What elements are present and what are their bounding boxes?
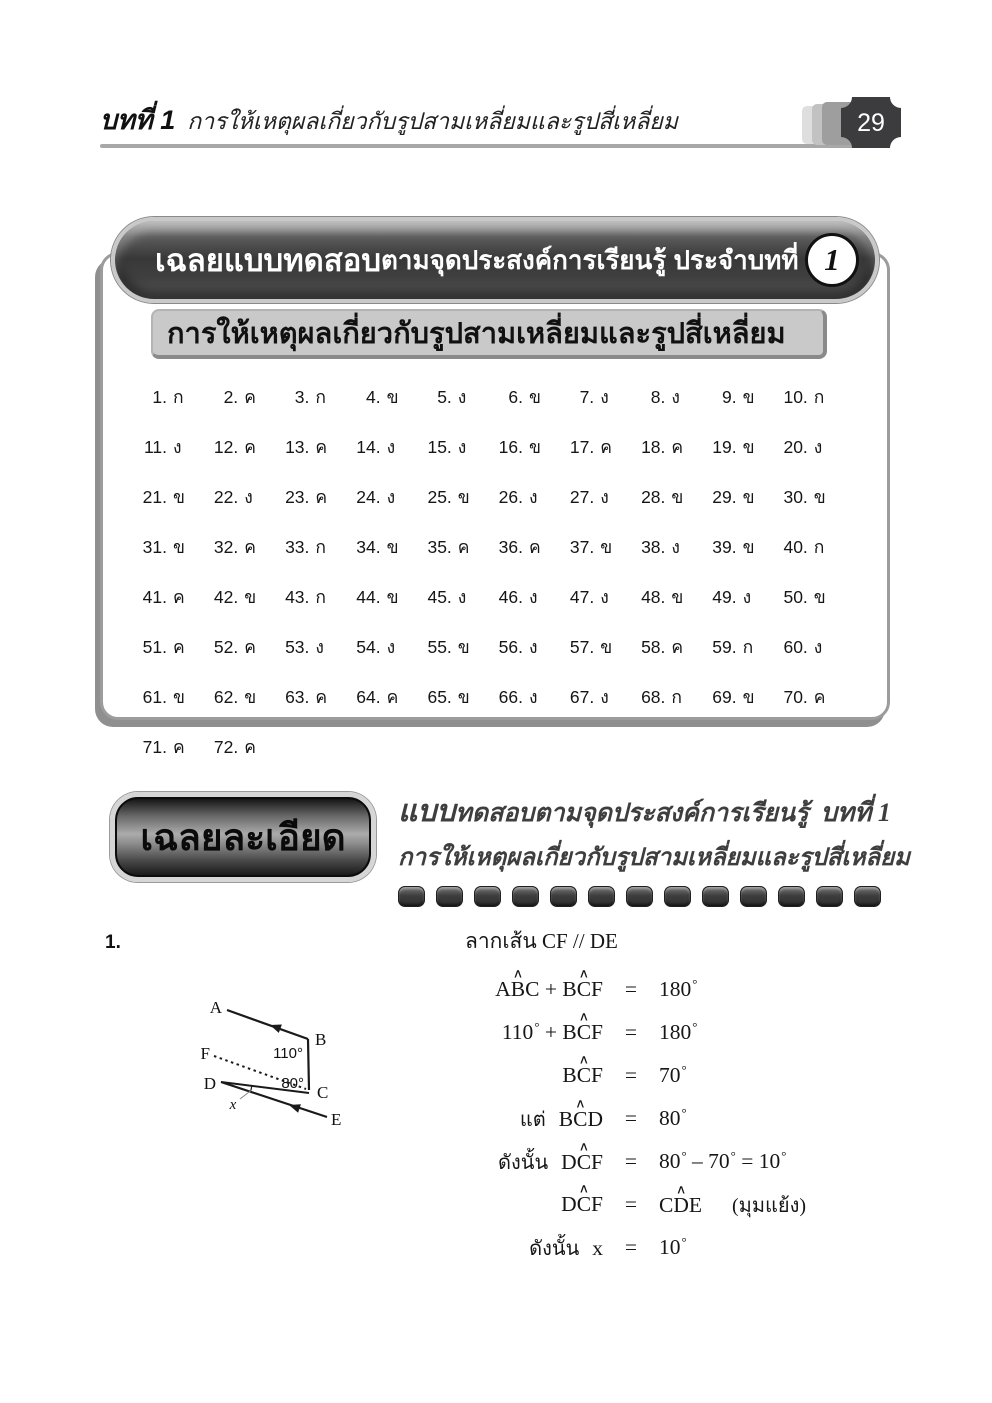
answer-key-title-small: ตามจุดประสงค์การเรียนรู้ ประจำบทที่ — [381, 244, 799, 275]
page-badge-icon — [800, 96, 904, 150]
answer-cell: 39. ข — [712, 537, 755, 557]
answer-cell: 13. ค — [285, 437, 328, 457]
chapter-number-circle — [805, 233, 859, 287]
answer-cell: 66. ง — [498, 687, 538, 707]
equation-lhs: A∧ BC + B∧ CF — [495, 977, 603, 1002]
answer-cell: 69. ข — [712, 687, 755, 707]
answer-cell: 42. ข — [213, 587, 257, 607]
bead-icon — [398, 886, 425, 907]
answer-cell: 49. ง — [712, 587, 752, 607]
equation-prefix: ดังนั้น — [529, 1237, 580, 1260]
chapter-label: บทที่ 1 — [100, 105, 176, 135]
bead-icon — [702, 886, 729, 907]
arrowhead-icon — [270, 1025, 282, 1033]
answer-cell: 59. ก — [712, 637, 754, 657]
problem-1 — [0, 928, 992, 1288]
angle-80-label: 80° — [281, 1075, 304, 1092]
answer-cell: 54. ง — [356, 637, 396, 657]
answer-cell: 72. ค — [213, 737, 256, 757]
equation-row — [465, 1011, 935, 1054]
answer-cell: 37. ข — [569, 537, 613, 557]
equation-lhs: D∧ CF — [561, 1192, 603, 1217]
bead-icon — [512, 886, 539, 907]
answer-cell: 4. ข — [365, 387, 399, 407]
answer-cell: 19. ข — [712, 437, 755, 457]
equation-rhs: 70° — [659, 1063, 687, 1087]
answer-cell: 60. ง — [783, 637, 823, 657]
label-leader-line — [240, 1091, 251, 1100]
answer-cell: 25. ข — [427, 487, 470, 507]
figure-label-f: F — [200, 1044, 210, 1063]
answer-cell: 11. ง — [143, 437, 182, 457]
answer-cell: 18. ค — [641, 437, 684, 457]
equation-row — [465, 1140, 935, 1183]
answer-key-title-big: เฉลยแบบทดสอบ — [155, 243, 381, 278]
equals-sign: = — [624, 1149, 638, 1173]
answer-cell: 29. ข — [712, 487, 755, 507]
solution-intro: ลากเส้น CF // DE — [465, 929, 618, 953]
answer-cell: 52. ค — [213, 637, 256, 657]
answer-cell: 8. ง — [650, 387, 680, 407]
answer-cell: 61. ข — [142, 687, 185, 707]
answer-cell: 35. ค — [427, 537, 470, 557]
answer-cell: 21. ข — [142, 487, 185, 507]
equation-row — [465, 1054, 935, 1097]
bead-icon — [436, 886, 463, 907]
answer-cell: 58. ค — [641, 637, 684, 657]
answer-cell: 22. ง — [213, 487, 253, 507]
detail-heading-rest: ทดสอบตามจุดประสงค์การเรียนรู้ — [455, 799, 809, 827]
equation-rhs: 180° — [659, 1020, 698, 1044]
answer-cell: 57. ข — [569, 637, 613, 657]
header-rule — [100, 144, 872, 148]
answer-cell: 30. ข — [783, 487, 826, 507]
answer-cell: 14. ง — [356, 437, 396, 457]
answer-cell: 3. ก — [294, 387, 326, 407]
answer-cell: 43. ก — [285, 587, 326, 607]
answer-cell: 10. ก — [783, 387, 825, 407]
answer-cell: 62. ข — [213, 687, 257, 707]
figure-label-d: D — [203, 1074, 216, 1093]
detail-heading-line2: การให้เหตุผลเกี่ยวกับรูปสามเหลี่ยมและรูปสี่เหลี่ยม — [398, 844, 910, 871]
answer-cell: 7. ง — [579, 387, 609, 407]
equation-row — [465, 1097, 935, 1140]
answer-cell: 23. ค — [285, 487, 328, 507]
bead-icon — [854, 886, 881, 907]
answer-key-title-pill — [111, 217, 879, 303]
answer-cell: 33. ก — [285, 537, 326, 557]
answer-cell: 28. ข — [641, 487, 684, 507]
answer-cell: 50. ข — [783, 587, 826, 607]
equation-rhs: 80° – 70° = 10° — [659, 1149, 787, 1173]
answer-cell: 27. ง — [569, 487, 609, 507]
equation-row — [465, 968, 935, 1011]
answer-cell: 70. ค — [783, 687, 826, 707]
answer-cell: 36. ค — [498, 537, 541, 557]
equation-row — [465, 1226, 935, 1269]
equation-note: (มุมแย้ง) — [732, 1194, 807, 1217]
answer-cell: 9. ข — [721, 387, 755, 407]
angle-x-label: x — [229, 1097, 237, 1113]
equation-row — [465, 1183, 935, 1226]
answer-cell: 41. ค — [142, 587, 185, 607]
answer-cell: 44. ข — [356, 587, 399, 607]
bead-icon — [778, 886, 805, 907]
answer-cell: 32. ค — [213, 537, 256, 557]
equals-sign: = — [624, 1235, 638, 1259]
arrowhead-icon — [289, 1104, 301, 1113]
answer-cell: 12. ค — [213, 437, 256, 457]
answer-cell: 46. ง — [498, 587, 538, 607]
answer-cell: 55. ข — [427, 637, 470, 657]
figure-label-b: B — [315, 1030, 327, 1049]
equation-lhs: B∧ CD — [559, 1107, 603, 1132]
geometry-figure — [165, 986, 400, 1171]
page-number: 29 — [857, 109, 885, 137]
equation-lhs: D∧ CF — [561, 1150, 603, 1175]
answer-cell: 56. ง — [498, 637, 538, 657]
answer-cell: 16. ข — [498, 437, 541, 457]
equations — [465, 968, 935, 1269]
answer-cell: 63. ค — [285, 687, 328, 707]
bead-icon — [474, 886, 501, 907]
answer-cell: 24. ง — [356, 487, 396, 507]
detail-heading-line1 — [398, 788, 892, 835]
answer-cell: 1. ก — [152, 387, 184, 407]
equals-sign: = — [624, 1106, 638, 1130]
answer-cell: 68. ก — [641, 687, 682, 707]
figure-label-c: C — [317, 1083, 329, 1102]
answer-cell: 67. ง — [569, 687, 609, 707]
equation-rhs: 80° — [659, 1106, 687, 1130]
problem-number: 1. — [105, 932, 121, 953]
chapter-title: การให้เหตุผลเกี่ยวกับรูปสามเหลี่ยมและรูปสี่เหลี่ยม — [187, 108, 678, 134]
bead-icon — [664, 886, 691, 907]
answer-cell: 20. ง — [783, 437, 823, 457]
answer-cell: 65. ข — [427, 687, 470, 707]
chapter-number: 1 — [824, 242, 840, 277]
answer-cell: 34. ข — [356, 537, 399, 557]
equation-lhs: 110° + B∧ CF — [502, 1020, 603, 1045]
answer-cell: 15. ง — [427, 437, 467, 457]
answer-cell: 17. ค — [569, 437, 612, 457]
angle-110-label: 110° — [273, 1045, 303, 1062]
answer-cell: 51. ค — [142, 637, 185, 657]
bead-icon — [816, 886, 843, 907]
figure-label-a: A — [209, 998, 222, 1017]
equals-sign: = — [624, 1192, 638, 1216]
answer-key-subtitle: การให้เหตุผลเกี่ยวกับรูปสามเหลี่ยมและรูปสี่เหลี่ยม — [151, 309, 827, 359]
equals-sign: = — [624, 1020, 638, 1044]
equals-sign: = — [624, 977, 638, 1001]
answer-cell: 64. ค — [356, 687, 399, 707]
page-number-badge — [800, 96, 904, 155]
answer-key-panel — [100, 242, 890, 757]
equation-rhs: C∧ DE (มุมแย้ง) — [659, 1189, 935, 1221]
bead-icon — [550, 886, 577, 907]
detailed-answers-badge: เฉลยละเอียด — [110, 792, 376, 882]
equation-rhs: 180° — [659, 977, 698, 1001]
equation-prefix: ดังนั้น — [498, 1151, 549, 1174]
equation-lhs: x — [592, 1235, 603, 1260]
bead-icon — [588, 886, 615, 907]
detail-heading-chapter: บทที่ 1 — [820, 798, 891, 827]
figure-label-e: E — [331, 1110, 342, 1129]
detail-heading-big: แบบ — [398, 795, 456, 828]
answer-cell: 48. ข — [641, 587, 684, 607]
answer-cell: 31. ข — [142, 537, 185, 557]
answer-cell: 5. ง — [437, 387, 467, 407]
equation-prefix: แต่ — [519, 1108, 546, 1131]
chapter-title-line — [100, 98, 892, 141]
answer-cell: 47. ง — [569, 587, 609, 607]
equals-sign: = — [624, 1063, 638, 1087]
detail-heading — [398, 788, 910, 907]
solution-block — [465, 928, 935, 1269]
answer-cell: 26. ง — [498, 487, 538, 507]
chapter-header — [100, 98, 892, 158]
detail-section-header — [110, 788, 910, 904]
bead-icon — [740, 886, 767, 907]
equation-rhs: 10° — [659, 1235, 687, 1259]
answers-grid — [141, 383, 853, 761]
answer-cell: 6. ข — [508, 387, 541, 407]
answer-cell: 38. ง — [641, 537, 680, 557]
answer-cell: 2. ค — [223, 387, 256, 407]
answer-cell: 71. ค — [142, 737, 185, 757]
equation-lhs: B∧ CF — [562, 1063, 603, 1088]
answer-cell: 53. ง — [285, 637, 324, 657]
answer-cell: 45. ง — [427, 587, 467, 607]
beads-row — [398, 886, 892, 907]
answer-cell: 40. ก — [783, 537, 825, 557]
bead-icon — [626, 886, 653, 907]
